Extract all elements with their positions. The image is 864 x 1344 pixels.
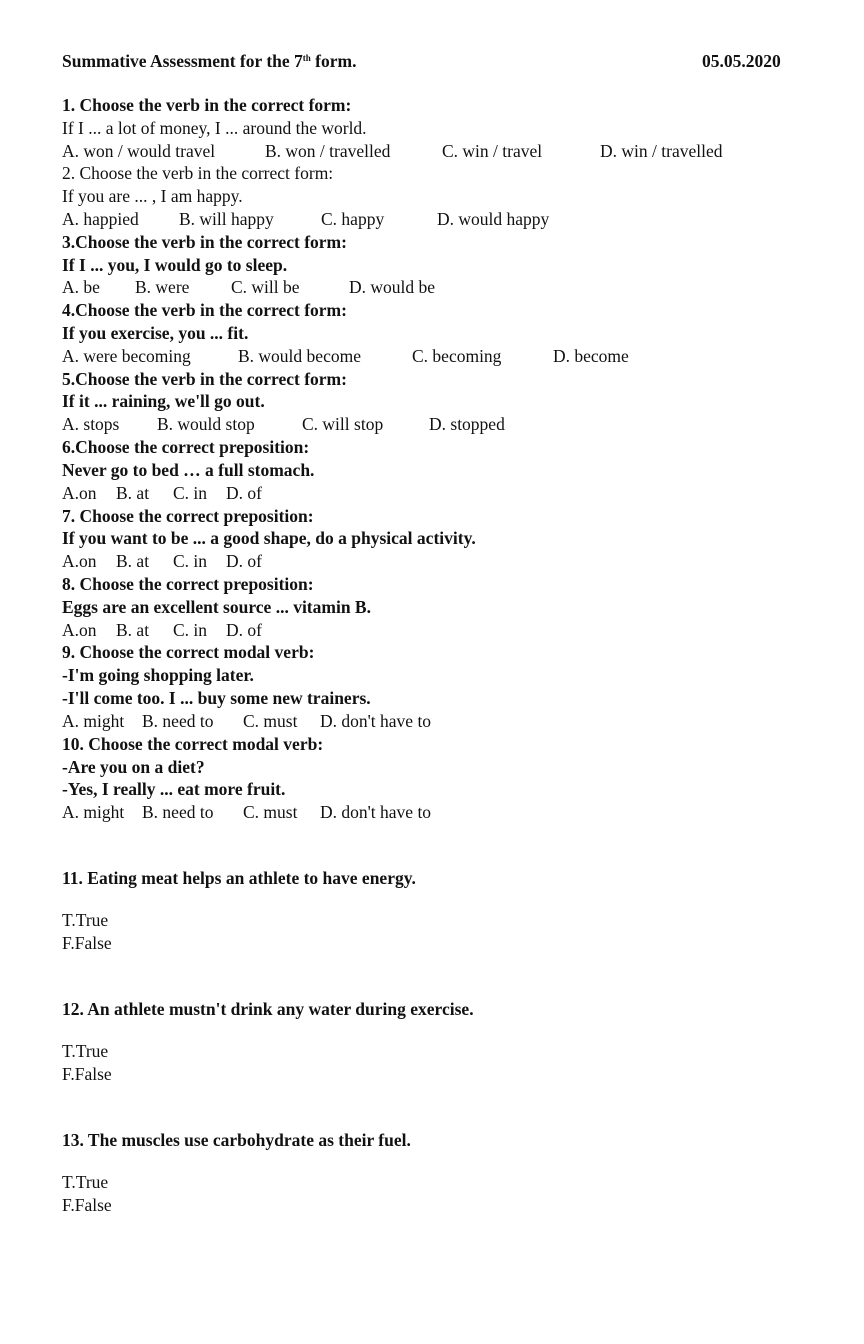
option-true[interactable]: T.True: [62, 1041, 109, 1061]
option-a[interactable]: A. stops: [62, 414, 120, 434]
option-a[interactable]: A.on: [62, 551, 97, 571]
option-c[interactable]: C. will be: [231, 277, 300, 297]
question-8-prompt: 8. Choose the correct preposition:: [62, 574, 314, 594]
question-9-stem-1: -I'm going shopping later.: [62, 665, 254, 685]
question-12-statement: 12. An athlete mustn't drink any water during exercise.: [62, 999, 474, 1019]
option-c[interactable]: C. must: [243, 711, 298, 731]
option-a[interactable]: A.on: [62, 620, 97, 640]
option-c[interactable]: C. in: [173, 551, 208, 571]
question-3-stem: If I ... you, I would go to sleep.: [62, 255, 288, 275]
question-10-stem-2: -Yes, I really ... eat more fruit.: [62, 779, 286, 799]
option-a[interactable]: A. be: [62, 277, 100, 297]
question-7-prompt: 7. Choose the correct preposition:: [62, 506, 314, 526]
option-c[interactable]: C. win / travel: [442, 141, 543, 161]
question-11-statement: 11. Eating meat helps an athlete to have energy.: [62, 868, 416, 888]
question-8-stem: Eggs are an excellent source ... vitamin B.: [62, 597, 371, 617]
option-d[interactable]: D. of: [226, 483, 262, 503]
option-b[interactable]: B. would become: [238, 346, 361, 366]
option-c[interactable]: C. becoming: [412, 346, 502, 366]
option-c[interactable]: C. in: [173, 620, 208, 640]
option-c[interactable]: C. happy: [321, 209, 385, 229]
page-title: Summative Assessment for the 7th form.: [62, 51, 357, 71]
option-b[interactable]: B. need to: [142, 802, 214, 822]
question-7-stem: If you want to be ... a good shape, do a physical activity.: [62, 528, 476, 548]
option-b[interactable]: B. won / travelled: [265, 141, 391, 161]
option-d[interactable]: D. win / travelled: [600, 141, 723, 161]
date: 05.05.2020: [702, 51, 781, 71]
option-b[interactable]: B. need to: [142, 711, 214, 731]
option-a[interactable]: A. happied: [62, 209, 139, 229]
question-4-stem: If you exercise, you ... fit.: [62, 323, 249, 343]
option-a[interactable]: A. were becoming: [62, 346, 191, 366]
option-b[interactable]: B. at: [116, 483, 150, 503]
question-9-stem-2: -I'll come too. I ... buy some new trainers.: [62, 688, 371, 708]
option-d[interactable]: D. of: [226, 551, 262, 571]
question-5-stem: If it ... raining, we'll go out.: [62, 391, 265, 411]
option-d[interactable]: D. don't have to: [320, 711, 432, 731]
option-false[interactable]: F.False: [62, 933, 112, 953]
option-c[interactable]: C. will stop: [302, 414, 384, 434]
option-b[interactable]: B. will happy: [179, 209, 274, 229]
question-5-prompt: 5.Choose the verb in the correct form:: [62, 369, 347, 389]
option-d[interactable]: D. don't have to: [320, 802, 432, 822]
option-d[interactable]: D. of: [226, 620, 262, 640]
option-false[interactable]: F.False: [62, 1064, 112, 1084]
option-b[interactable]: B. were: [135, 277, 190, 297]
question-4-prompt: 4.Choose the verb in the correct form:: [62, 300, 347, 320]
option-a[interactable]: A. might: [62, 711, 125, 731]
question-10-stem-1: -Are you on a diet?: [62, 757, 205, 777]
option-d[interactable]: D. would be: [349, 277, 436, 297]
option-b[interactable]: B. at: [116, 551, 150, 571]
option-d[interactable]: D. become: [553, 346, 629, 366]
option-b[interactable]: B. would stop: [157, 414, 255, 434]
option-a[interactable]: A.on: [62, 483, 97, 503]
option-a[interactable]: A. won / would travel: [62, 141, 216, 161]
option-d[interactable]: D. would happy: [437, 209, 550, 229]
question-1-prompt: 1. Choose the verb in the correct form:: [62, 95, 352, 115]
option-c[interactable]: C. must: [243, 802, 298, 822]
option-d[interactable]: D. stopped: [429, 414, 505, 434]
option-true[interactable]: T.True: [62, 910, 109, 930]
question-3-prompt: 3.Choose the verb in the correct form:: [62, 232, 347, 252]
question-2-prompt: 2. Choose the verb in the correct form:: [62, 163, 334, 183]
question-6-prompt: 6.Choose the correct preposition:: [62, 437, 310, 457]
option-a[interactable]: A. might: [62, 802, 125, 822]
question-10-prompt: 10. Choose the correct modal verb:: [62, 734, 324, 754]
question-9-prompt: 9. Choose the correct modal verb:: [62, 642, 315, 662]
question-2-stem: If you are ... , I am happy.: [62, 186, 243, 206]
question-6-stem: Never go to bed … a full stomach.: [62, 460, 315, 480]
question-1-stem: If I ... a lot of money, I ... around the world.: [62, 118, 367, 138]
option-b[interactable]: B. at: [116, 620, 150, 640]
option-true[interactable]: T.True: [62, 1172, 109, 1192]
question-13-statement: 13. The muscles use carbohydrate as their fuel.: [62, 1130, 411, 1150]
option-false[interactable]: F.False: [62, 1195, 112, 1215]
option-c[interactable]: C. in: [173, 483, 208, 503]
